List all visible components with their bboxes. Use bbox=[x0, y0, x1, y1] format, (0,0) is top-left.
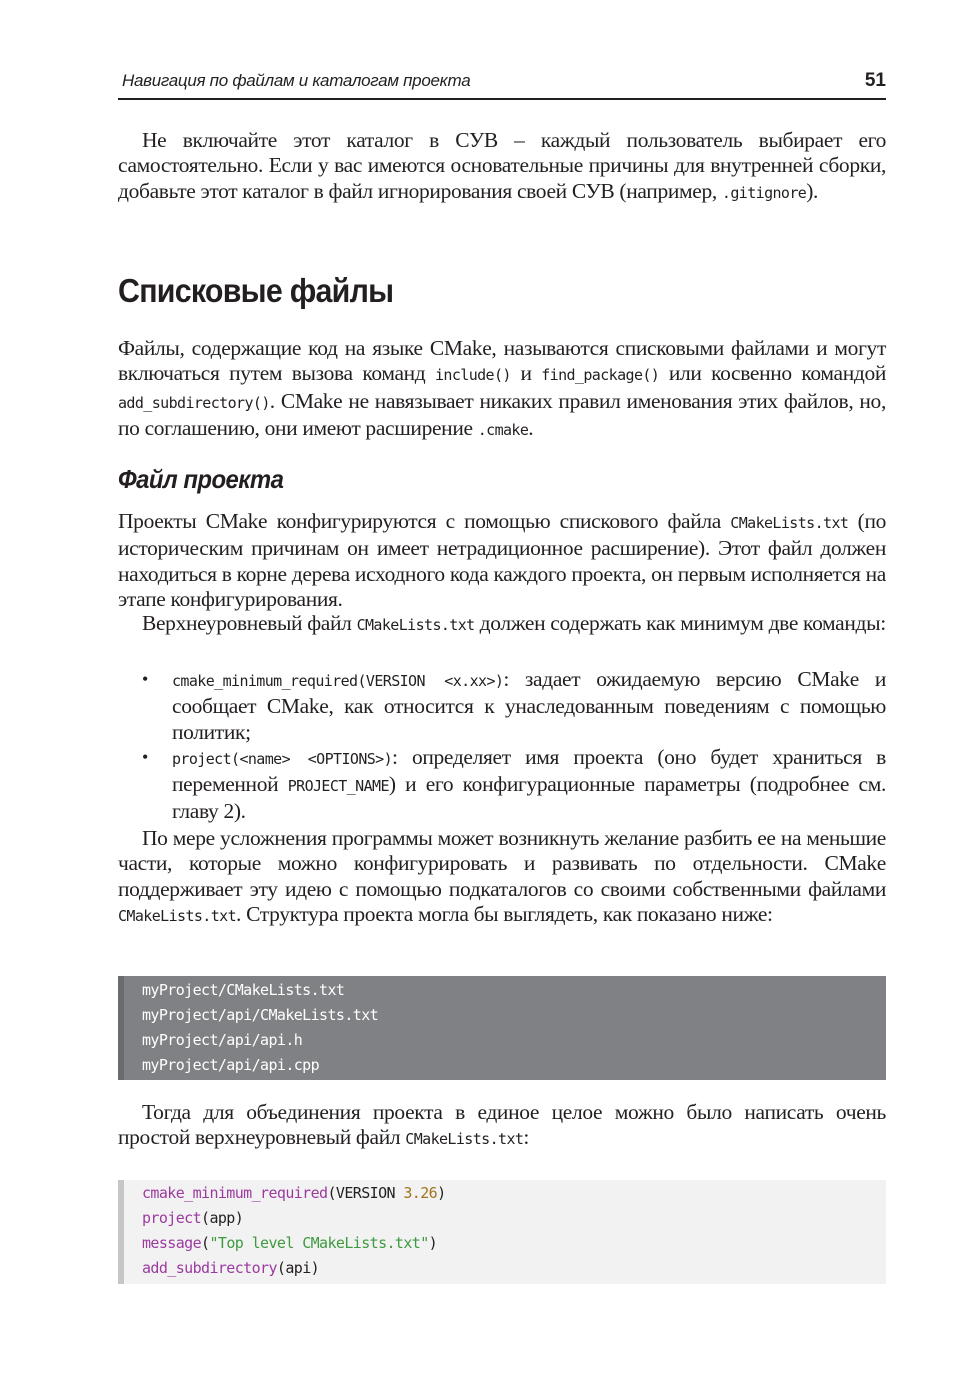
inline-code: include() bbox=[434, 366, 511, 385]
running-header bbox=[118, 68, 886, 100]
code-line: message("Top level CMakeLists.txt") bbox=[142, 1234, 438, 1252]
inline-code: CMakeLists.txt bbox=[356, 616, 475, 634]
inline-code: add_subdirectory() bbox=[118, 393, 270, 412]
code-line: cmake_minimum_required(VERSION 3.26) bbox=[142, 1184, 446, 1202]
inline-code: PROJECT_NAME bbox=[287, 777, 389, 796]
bullet-icon: • bbox=[142, 746, 148, 767]
command-list bbox=[118, 667, 886, 825]
inline-code: .cmake bbox=[477, 420, 529, 439]
inline-code: .gitignore bbox=[721, 183, 807, 202]
list-item: • project(<name> <OPTIONS>): определяет имя проекта (оно будет храниться в переменной PROJECT_NAME) и его конфигурационные параметры (подробнее см. главу 2). bbox=[142, 744, 886, 824]
combine-paragraph: Тогда для объединения проекта в единое целое можно было написать очень простой верхнеуровневый файл CMakeLists.txt: bbox=[118, 1100, 886, 1150]
code-line: myProject/api/api.h bbox=[142, 1031, 303, 1049]
subdirectory-paragraph: По мере усложнения программы может возникнуть желание разбить ее на меньшие части, которые можно конфигурировать и развивать по отдельности. CMake поддерживает эту идею с помощью подкаталогов со своими собственными файлами CMakeLists.txt. Структура проекта могла бы выглядеть, как показано ниже: bbox=[118, 826, 886, 926]
code-line: project(app) bbox=[142, 1209, 244, 1227]
code-line: add_subdirectory(api) bbox=[142, 1259, 320, 1277]
inline-code: find_package() bbox=[541, 366, 660, 385]
project-file-paragraph: Проекты CMake конфигурируются с помощью спискового файла CMakeLists.txt (по историческим причинам он имеет нетрадиционное расширение). Этот файл должен находиться в корне дерева исходного кода каждого проекта, он первым исполняется на этапе конфигурирования. bbox=[118, 509, 887, 611]
inline-code: CMakeLists.txt bbox=[405, 1130, 524, 1149]
top-level-file-paragraph: Верхнеуровневый файл CMakeLists.txt должен содержать как минимум две команды: bbox=[142, 611, 886, 635]
intro-paragraph: Не включайте этот каталог в СУВ – каждый пользователь выбирает его самостоятельно. Если у вас имеются основательные причины для внутренней сборки, добавьте этот каталог в файл игнорирования своей СУВ (например, .gitignore). bbox=[118, 128, 886, 203]
code-line: myProject/api/CMakeLists.txt bbox=[142, 1006, 379, 1024]
cmakelists-code-listing bbox=[118, 1180, 886, 1284]
subsection-heading: Файл проекта bbox=[118, 464, 284, 494]
inline-code: CMakeLists.txt bbox=[730, 514, 849, 532]
inline-code: cmake_minimum_required(VERSION <x.xx>) bbox=[172, 672, 504, 690]
code-line: myProject/CMakeLists.txt bbox=[142, 981, 345, 999]
project-tree-listing bbox=[118, 976, 886, 1080]
running-title: Навигация по файлам и каталогам проекта bbox=[122, 71, 471, 90]
bullet-icon: • bbox=[142, 669, 148, 689]
page-number: 51 bbox=[864, 70, 886, 91]
list-item: • cmake_minimum_required(VERSION <x.xx>): задает ожидаемую версию CMake и сообщает CMake, как относится к унаследованным поведениям с помощью политик; bbox=[142, 667, 886, 744]
section-paragraph: Файлы, содержащие код на языке CMake, называются списковыми файлами и могут включаться путем вызова команд include() и find_package() или косвенно командой add_subdirectory(). CMake не навязывает никаких правил именования этих файлов, но, по соглашению, они имеют расширение .cmake. bbox=[118, 336, 886, 440]
code-line: myProject/api/api.cpp bbox=[142, 1056, 320, 1074]
inline-code: project(<name> <OPTIONS>) bbox=[172, 749, 393, 768]
inline-code: CMakeLists.txt bbox=[118, 906, 237, 925]
section-heading: Списковые файлы bbox=[118, 272, 394, 309]
